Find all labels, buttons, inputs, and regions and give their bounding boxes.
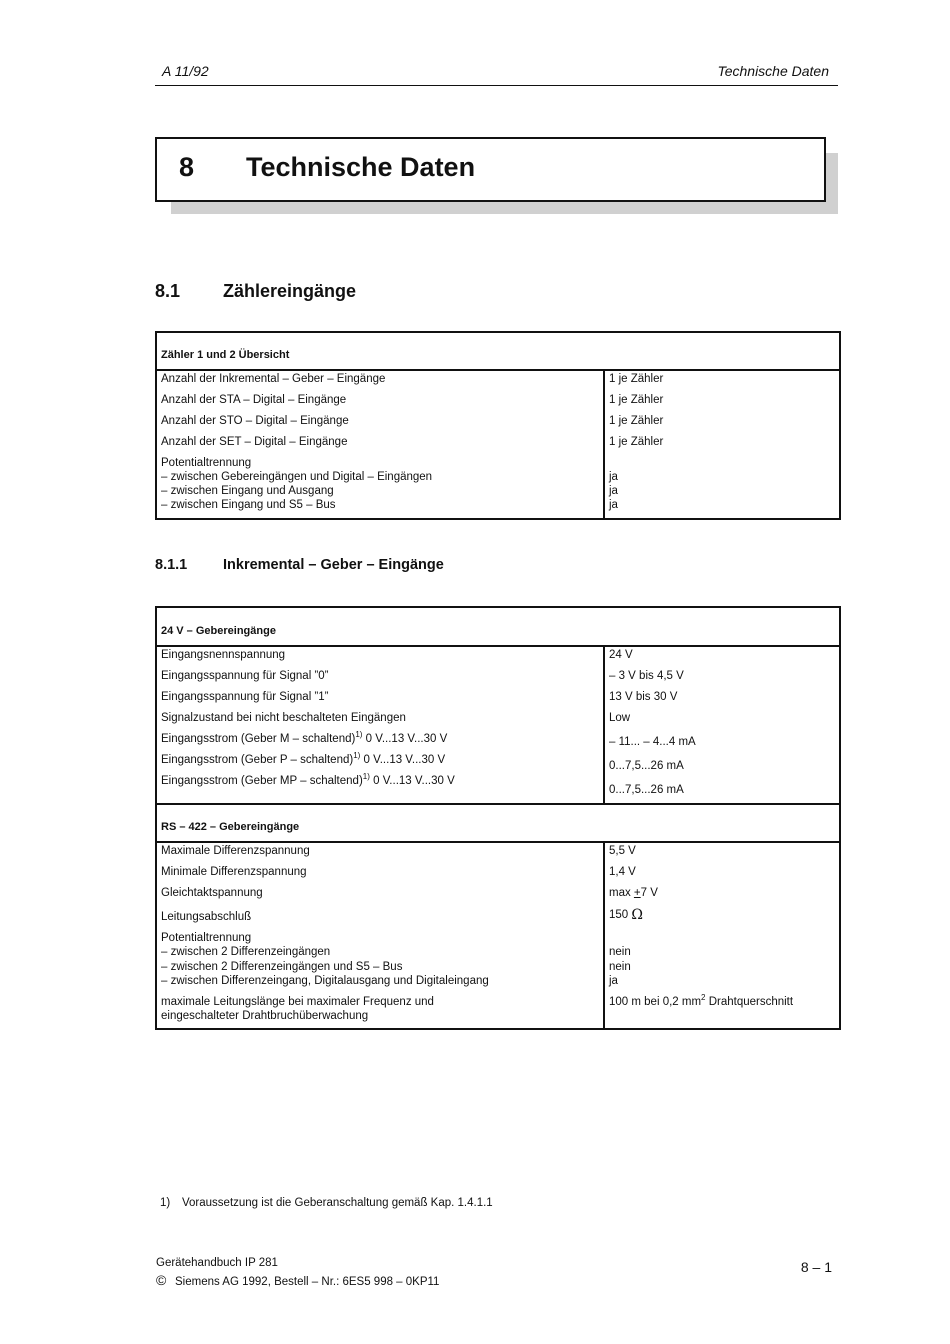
table-cell-label: – zwischen Gebereingängen und Digital – Eingängen xyxy=(161,471,433,483)
footer-order-number: Siemens AG 1992, Bestell – Nr.: 6ES5 998 – 0KP11 xyxy=(175,1276,440,1288)
table-cell-label: Leitungsabschluß xyxy=(161,911,252,923)
table-cell-value xyxy=(609,886,658,900)
table-column-divider xyxy=(603,369,605,520)
table-column-divider xyxy=(603,645,605,804)
subsection-title: Inkremental – Geber – Eingänge xyxy=(223,557,444,573)
table-header: Zähler 1 und 2 Übersicht xyxy=(161,349,290,361)
table-divider xyxy=(155,645,841,647)
footnote-ref: 1) xyxy=(353,751,361,761)
table-cell-value: ja xyxy=(609,485,618,497)
table-cell-value: 1 je Zähler xyxy=(609,394,664,406)
chapter-number: 8 xyxy=(179,152,195,182)
ohm-symbol: Ω xyxy=(631,907,643,923)
page-number: 8 – 1 xyxy=(800,1259,832,1275)
footnote-number: 1) xyxy=(160,1197,171,1209)
section-title: Zählereingänge xyxy=(223,281,357,301)
table-cell-label: Potentialtrennung xyxy=(161,932,252,944)
header-left: A 11/92 xyxy=(162,63,209,79)
table-cell-label: – zwischen Differenzeingang, Digitalausgang und Digitaleingang xyxy=(161,975,489,987)
label-suffix: 0 V...13 V...30 V xyxy=(369,775,455,787)
table-cell-label: Anzahl der Inkremental – Geber – Eingänge xyxy=(161,373,386,385)
table-cell-value: 5,5 V xyxy=(609,845,636,857)
table-cell-label: Signalzustand bei nicht beschalteten Eingängen xyxy=(161,712,406,724)
value-prefix: max xyxy=(609,887,634,899)
table-cell-label: – zwischen Eingang und Ausgang xyxy=(161,485,334,497)
table-cell-label xyxy=(161,753,445,767)
section-number: 8.1 xyxy=(155,281,181,301)
table-divider xyxy=(155,803,841,805)
footnote-text: Voraussetzung ist die Geberanschaltung gemäß Kap. 1.4.1.1 xyxy=(182,1197,493,1209)
table-cell-value: ja xyxy=(609,471,618,483)
table-cell-label: Gleichtaktspannung xyxy=(161,887,263,899)
table-cell-value: – 3 V bis 4,5 V xyxy=(609,670,684,682)
table-cell-value: 0...7,5...26 mA xyxy=(609,784,684,796)
table-cell-label: Minimale Differenzspannung xyxy=(161,866,307,878)
table-cell-value: 1 je Zähler xyxy=(609,436,664,448)
table-cell-label: maximale Leitungslänge bei maximaler Frequenz und xyxy=(161,996,434,1008)
table-cell-label: Maximale Differenzspannung xyxy=(161,845,310,857)
table-cell-label: – zwischen 2 Differenzeingängen und S5 – Bus xyxy=(161,961,403,973)
table-cell-value: Low xyxy=(609,712,631,724)
table-cell-label: Eingangsspannung für Signal ”0” xyxy=(161,670,329,682)
table-cell-label: Anzahl der STA – Digital – Eingänge xyxy=(161,394,347,406)
table-divider xyxy=(155,369,841,371)
table-cell-value: ja xyxy=(609,975,618,987)
table-cell-value: nein xyxy=(609,961,631,973)
value-text: 100 m bei 0,2 mm xyxy=(609,996,702,1008)
table-cell-label: eingeschalteter Drahtbruchüberwachung xyxy=(161,1010,369,1022)
table-cell-label: Anzahl der SET – Digital – Eingänge xyxy=(161,436,348,448)
table-cell-label xyxy=(161,774,455,788)
table-cell-label: Potentialtrennung xyxy=(161,457,252,469)
table-cell-label: Anzahl der STO – Digital – Eingänge xyxy=(161,415,349,427)
table-cell-value: 13 V bis 30 V xyxy=(609,691,678,703)
table-column-divider xyxy=(603,841,605,1030)
table-cell-value xyxy=(609,908,643,922)
label-text: Eingangsstrom (Geber P – schaltend) xyxy=(161,754,354,766)
footnote-ref: 1) xyxy=(355,730,363,740)
table-cell-label: – zwischen 2 Differenzeingängen xyxy=(161,946,331,958)
table-cell-label xyxy=(161,732,447,746)
header-right: Technische Daten xyxy=(717,63,829,79)
table-cell-value xyxy=(609,995,793,1009)
table-header: RS – 422 – Gebereingänge xyxy=(161,821,300,833)
table-divider xyxy=(155,841,841,843)
table-cell-value: 1 je Zähler xyxy=(609,415,664,427)
table-cell-value: ja xyxy=(609,499,618,511)
footer-manual-title: Gerätehandbuch IP 281 xyxy=(156,1257,278,1269)
table-cell-value: 1,4 V xyxy=(609,866,636,878)
table-cell-label: – zwischen Eingang und S5 – Bus xyxy=(161,499,336,511)
chapter-title: Technische Daten xyxy=(246,152,476,182)
label-text: Eingangsstrom (Geber MP – schaltend) xyxy=(161,775,363,787)
table-cell-value: – 11... – 4...4 mA xyxy=(609,736,696,748)
table-cell-value: 1 je Zähler xyxy=(609,373,664,385)
superscript: 2 xyxy=(701,993,706,1003)
table-cell-label: Eingangsspannung für Signal ”1” xyxy=(161,691,329,703)
label-suffix: 0 V...13 V...30 V xyxy=(362,733,448,745)
label-suffix: 0 V...13 V...30 V xyxy=(360,754,446,766)
value-rest: Drahtquerschnitt xyxy=(705,996,794,1008)
table-cell-label: Eingangsnennspannung xyxy=(161,649,286,661)
table-cell-value: 24 V xyxy=(609,649,633,661)
value-text: 150 xyxy=(609,909,632,921)
label-text: Eingangsstrom (Geber M – schaltend) xyxy=(161,733,356,745)
plus-minus-sign: + xyxy=(633,887,641,899)
table-cell-value: 0...7,5...26 mA xyxy=(609,760,684,772)
header-rule xyxy=(155,85,838,86)
footnote-ref: 1) xyxy=(362,772,370,782)
value-rest: 7 V xyxy=(640,887,658,899)
subsection-number: 8.1.1 xyxy=(155,557,188,573)
copyright-icon: © xyxy=(156,1272,167,1288)
table-cell-value: nein xyxy=(609,946,631,958)
table-header: 24 V – Gebereingänge xyxy=(161,625,276,637)
